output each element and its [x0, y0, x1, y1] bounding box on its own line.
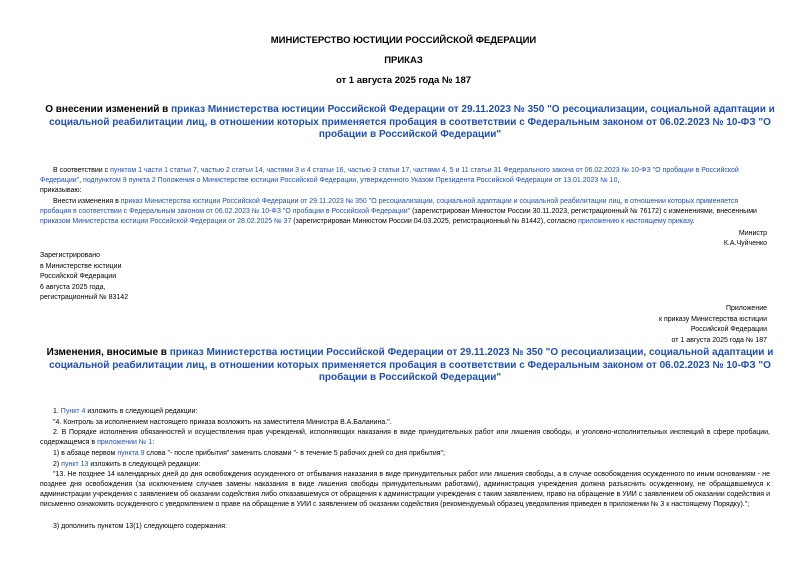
item-1-num: 1. — [53, 408, 61, 415]
item-2-sub-2-tail: изложить в следующей редакции: — [88, 461, 201, 468]
body-appendix-link[interactable]: приложению к настоящему приказу — [578, 218, 693, 225]
body-text-3: (зарегистрирован Минюстом России 04.03.2025, регистрационный № 81442), согласно — [291, 218, 579, 225]
item-1 — [40, 407, 770, 417]
registration-line: регистрационный № 83142 — [40, 294, 129, 301]
body-text-4: . — [692, 218, 695, 225]
signature-position: Министр — [738, 230, 767, 237]
appendix-line: Приложение — [725, 305, 767, 312]
preamble-paragraph — [40, 166, 770, 186]
body-text-1: Внести изменения в — [53, 198, 121, 205]
body-order-link[interactable]: приказ Министерства юстиции Российской Федерации от 29.11.2023 № 350 "О ресоциализации, социальной адаптации и социальной реабилитации лиц, в отношении которых применяется пробация в соответствии с Федеральным законом от 06.02.2023 № 10-ФЗ "О пробации в Российской Федерации" — [40, 198, 739, 215]
item-2-sub-1-link[interactable]: пункта 9 — [117, 450, 145, 457]
doc-type-heading: ПРИКАЗ — [384, 55, 423, 66]
order-title — [40, 104, 780, 142]
item-1-quote: "4. Контроль за исполнением настоящего приказа возложить на заместителя Министра В.А.Баланина.". — [53, 419, 392, 426]
item-2-sub-1-text: 1) в абзаце первом — [53, 450, 118, 457]
ministry-heading: МИНИСТЕРСТВО ЮСТИЦИИ РОССИЙСКОЙ ФЕДЕРАЦИИ — [270, 35, 537, 46]
registration-line: Российской Федерации — [40, 273, 117, 280]
body-paragraph — [40, 197, 770, 227]
item-3: 3) дополнить пунктом 13(1) следующего содержания: — [53, 523, 227, 530]
changes-title-link[interactable]: приказ Министерства юстиции Российской Федерации от 29.11.2023 № 350 "О ресоциализации, социальной адаптации и социальной реабилитации лиц, в отношении которых применяется пробация в соответствии с Федеральным законом от 06.02.2023 № 10-ФЗ "О пробации в Российской Федерации" — [49, 347, 774, 383]
appendix-note — [659, 304, 767, 346]
signature-name: К.А.Чуйченко — [723, 240, 767, 247]
item-1-text: изложить в следующей редакции: — [85, 408, 198, 415]
preamble-law-link[interactable]: пунктом 1 части 1 статьи 7, частью 2 статьи 14, частями 3 и 4 статьи 16, частью 3 статьи 17, частями 4, 5 и 11 статьи 31 Федерального закона от 06.02.2023 № 10-ФЗ "О пробации в Российской Федерации" — [40, 167, 739, 184]
appendix-line: от 1 августа 2025 года № 187 — [671, 336, 767, 344]
item-2-sub-2-text: 2) — [53, 461, 62, 468]
item-2 — [40, 428, 770, 448]
registration-line: Зарегистрировано — [40, 252, 100, 259]
item-13-quote: "13. Не позднее 14 календарных дней до дня освобождения осужденного от отбывания наказания в виде принудительных работ или лишения свободы, а в случае освобождения осужденного по иным основаниям - не позднее дня освобождения (за исключением случаев замены наказания в виде лишения свободы принудительными работами), администрация учреждения должна разъяснить осужденному, не обращавшемуся к администрации учреждения с заявлением об оказании содействия либо отказавшемуся от обращения к администрации учреждения с таким заявлением, право на обращение в УИИ с заявлением об оказании содействия и письменно ознакомить осужденного с уведомлением о праве на обращение в УИИ с заявлением об оказании содействия (рекомендуемый образец уведомления приведен в приложении № 3 к настоящему Порядку)."; — [40, 471, 770, 508]
signature-block — [724, 229, 767, 249]
registration-line: 6 августа 2025 года, — [40, 283, 106, 291]
order-title-prefix: О внесении изменений в — [45, 104, 172, 115]
registration-block — [40, 251, 128, 304]
item-2-text: 2. В Порядке исполнения обязанностей и осуществления прав учреждений, исполняющих наказания в виде принудительных работ или лишения свободы, и уголовно-исполнительных инспекций в сфере пробации, содержащемся в — [40, 429, 770, 446]
registration-line: в Министерстве юстиции — [40, 262, 122, 270]
preamble-regulation-link[interactable]: подпунктом 9 пункта 2 Положения о Министерстве юстиции Российской Федерации, утвержденного Указом Президента Российской Федерации от 13.01.2023 № 10 — [83, 177, 618, 184]
doc-date-number: от 1 августа 2025 года № 187 — [335, 75, 472, 86]
appendix-line: Российской Федерации — [690, 326, 767, 333]
item-2-link[interactable]: приложении № 1 — [97, 439, 153, 446]
item-2-sub-2-link[interactable]: пункт 13 — [61, 461, 89, 468]
order-title-link[interactable]: приказ Министерства юстиции Российской Федерации от 29.11.2023 № 350 "О ресоциализации, социальной адаптации и социальной реабилитации лиц, в отношении которых применяется пробация в соответствии с Федеральным законом от 06.02.2023 № 10-ФЗ "О пробации в Российской Федерации" — [49, 104, 775, 140]
appendix-line: к приказу Министерства юстиции — [658, 315, 767, 323]
changes-title — [40, 347, 780, 385]
preamble-text-2: , — [79, 177, 84, 184]
item-2-tail: : — [152, 439, 155, 446]
preamble-text-3: , — [617, 177, 620, 184]
item-2-sub-1 — [40, 449, 770, 459]
item-2-sub-2 — [40, 460, 770, 470]
body-amendment-link[interactable]: приказом Министерства юстиции Российской Федерации от 28.02.2025 № 37 — [40, 218, 292, 225]
orders-line: приказываю: — [40, 187, 82, 194]
body-text-2: (зарегистрирован Минюстом России 30.11.2023, регистрационный № 76172) с изменениями, внесенными — [410, 208, 757, 215]
preamble-text-1: В соответствии с — [53, 167, 111, 174]
item-1-link[interactable]: Пункт 4 — [60, 408, 86, 415]
item-2-sub-1-tail: слова "- после прибытия" заменить словами "- в течение 5 рабочих дней со дня прибытия"; — [144, 450, 445, 457]
changes-title-prefix: Изменения, вносимые в — [46, 347, 170, 358]
